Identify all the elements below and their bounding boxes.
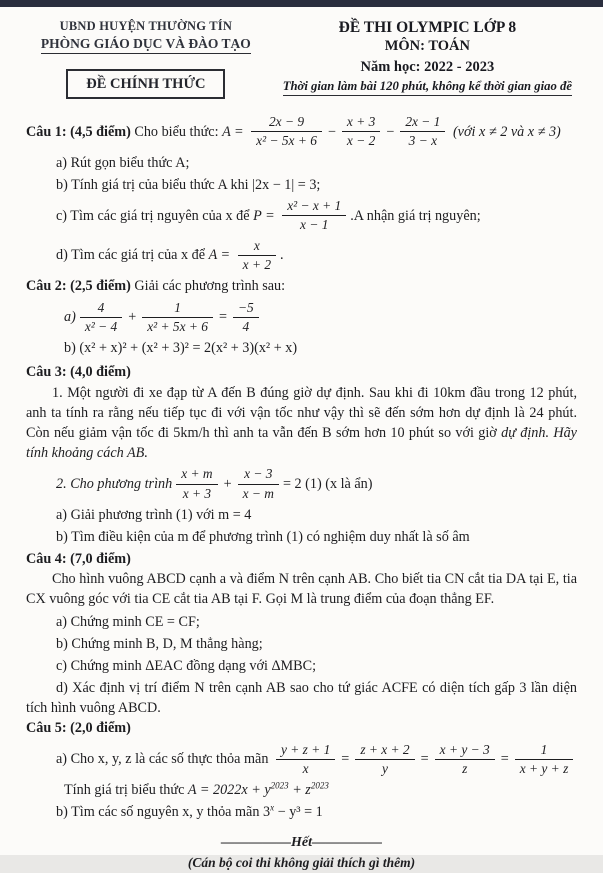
equals-sign: = xyxy=(341,751,350,768)
question-2-intro: Giải các phương trình sau: xyxy=(130,278,286,295)
question-2a-equation: a) $\frac{4}{\text{x² − 4}}$ + $\frac{1}{\text{x² + 5x + 6}}$ = $\frac{-5}{4}$ xyxy=(26,299,577,337)
question-5a-evaluate: Tính giá trị biểu thức $A = 2022x + y^{2023} + z^{2023}$ xyxy=(64,780,329,799)
equals-sign: = xyxy=(500,751,509,768)
exam-subject: MÔN: TOÁN xyxy=(384,38,470,54)
official-exam-stamp: ĐỀ CHÍNH THỨC xyxy=(66,69,225,99)
fraction: $\frac{x + 3}{x - 2}$ xyxy=(342,114,380,150)
question-2-statement xyxy=(26,276,577,296)
domain-condition: (với x ≠ 2 và x ≠ 3) xyxy=(449,123,561,140)
equation-rhs: = 2 (1) (x là ẩn) xyxy=(282,475,373,492)
exam-body xyxy=(0,99,603,873)
fraction: $\frac{x - 3}{x - m}$ xyxy=(238,466,279,502)
school-year: Năm học: 2022 - 2023 xyxy=(360,59,495,75)
exam-footer xyxy=(26,833,577,873)
question-4-label: Câu 4: (7,0 điểm) xyxy=(26,551,131,568)
question-1a: a) Rút gọn biểu thức A; xyxy=(56,154,190,171)
question-5a-equation: a) Cho x, y, z là các số thực thỏa mãn $\frac{y + z + 1}{x}$ = $\frac{z + x + 2}{y}$ = $\frac{x + y - 3}{z}$ = $\frac{1}{x + y + z}$ xyxy=(26,741,577,779)
question-1-label: Câu 1: (4,5 điểm) xyxy=(26,123,131,140)
fraction: $\frac{2x - 9}{\text{x² − 5x + 6}}$ xyxy=(251,114,322,150)
question-5-label: Câu 5: (2,0 điểm) xyxy=(26,720,131,737)
question-5b: b) Tìm các số nguyên x, y thỏa mãn $3^x - y^3 = 1$ xyxy=(56,802,323,821)
exam-title-block xyxy=(270,19,585,99)
question-4d: d) Xác định vị trí điểm N trên cạnh AB sao cho tứ giác ACFE có diện tích gấp 3 lần diện tích hình vuông ABCD. xyxy=(26,680,577,717)
exam-title: ĐỀ THI OLYMPIC LỚP 8 xyxy=(338,19,517,36)
question-1-intro: Cho biểu thức: xyxy=(130,123,223,140)
proctor-note: (Cán bộ coi thi không giải thích gì thêm) xyxy=(187,855,416,871)
minus-operator: − xyxy=(327,123,336,140)
fraction: $\frac{x + m}{x + 3}$ xyxy=(176,466,217,502)
question-4b: b) Chứng minh B, D, M thẳng hàng; xyxy=(56,635,263,652)
fraction: $\frac{\text{x² − x + 1}}{x - 1}$ xyxy=(282,198,346,234)
question-3b: b) Tìm điều kiện của m để phương trình (1) có nghiệm duy nhất là số âm xyxy=(56,529,470,545)
question-1c: c) Tìm các giá trị nguyên của x để P = $\frac{\text{x² − x + 1}}{x - 1}$ .A nhận giá trị nguyên; xyxy=(56,198,481,233)
question-4a: a) Chứng minh CE = CF; xyxy=(56,613,200,630)
fraction: $\frac{x + y - 3}{z}$ xyxy=(435,742,495,778)
plus-operator: + xyxy=(128,309,137,326)
plus-operator: + xyxy=(223,475,232,492)
fraction: $\frac{-5}{4}$ xyxy=(233,300,259,336)
question-3a: a) Giải phương trình (1) với m = 4 xyxy=(56,506,252,523)
equals-sign: = xyxy=(420,751,429,768)
exam-header xyxy=(0,7,603,99)
fraction: $\frac{x}{x + 2}$ xyxy=(238,238,276,274)
fraction: $\frac{y + z + 1}{x}$ xyxy=(276,742,335,778)
end-marker: —————Hết————— xyxy=(221,834,382,850)
question-4c: c) Chứng minh ΔEAC đồng dạng với ΔMBC; xyxy=(56,657,317,674)
minus-operator: − xyxy=(386,123,395,140)
question-3-part1-italic: dự định. Hãy tính khoảng cách AB. xyxy=(26,424,577,461)
question-3-label: Câu 3: (4,0 điểm) xyxy=(26,364,131,381)
question-1b: b) Tính giá trị của biểu thức A khi |2x − 1| = 3; xyxy=(56,176,321,193)
issuer-org: UBND HUYỆN THƯỜNG TÍN xyxy=(59,19,233,33)
exam-duration: Thời gian làm bài 120 phút, không kể thời gian giao đề xyxy=(270,79,585,94)
question-4-statement: Cho hình vuông ABCD cạnh a và điểm N trên cạnh AB. Cho biết tia CN cắt tia DA tại E, tia CX vuông góc với tia CE cắt tia AB tại F. Gọi M là trung điểm của đoạn thẳng EF. xyxy=(26,571,577,608)
question-3-part1: 1. Một người đi xe đạp từ A đến B đúng giờ dự định. Sau khi đi 10km đầu trong 12 phút, anh ta tính ra rằng nếu tiếp tục đi với vận tốc như vậy thì sẽ đến sớm hơn dự định là 24 phút. Còn nếu giảm vận tốc đi 5km/h thì anh ta vẫn đến B sớm hơn 10 phút so với giờ dự định. Hãy tính khoảng cách AB. xyxy=(26,384,577,461)
equals-sign: = xyxy=(219,309,228,326)
question-2-label: Câu 2: (2,5 điểm) xyxy=(26,278,131,295)
fraction: $\frac{1}{x + y + z}$ xyxy=(515,742,574,778)
question-1-statement xyxy=(26,113,577,151)
fraction: $\frac{4}{\text{x² − 4}}$ xyxy=(80,300,122,336)
exponent: 2023 xyxy=(310,780,329,791)
expression-lhs: A = xyxy=(222,123,248,140)
question-3-part2-equation: 2. Cho phương trình $\frac{x + m}{x + 3}$ + $\frac{x - 3}{x - m}$ = 2 (1) (x là ẩn) xyxy=(56,466,373,501)
issuer-dept: PHÒNG GIÁO DỤC VÀ ĐÀO TẠO xyxy=(22,36,270,52)
fraction: $\frac{z + x + 2}{y}$ xyxy=(355,742,414,778)
fraction: $\frac{1}{\text{x² + 5x + 6}}$ xyxy=(142,300,213,336)
issuer-block xyxy=(22,19,270,99)
question-2b-equation: b) (x² + x)² + (x² + 3)² = 2(x² + 3)(x² + x) xyxy=(64,340,298,357)
exponent: x xyxy=(270,802,275,813)
fraction: $\frac{2x - 1}{3 - x}$ xyxy=(400,114,445,150)
scan-edge-strip xyxy=(0,0,603,7)
question-1d: d) Tìm các giá trị của x để A = $\frac{x}{x + 2}$ . xyxy=(56,237,284,273)
exponent: 2023 xyxy=(270,780,289,791)
